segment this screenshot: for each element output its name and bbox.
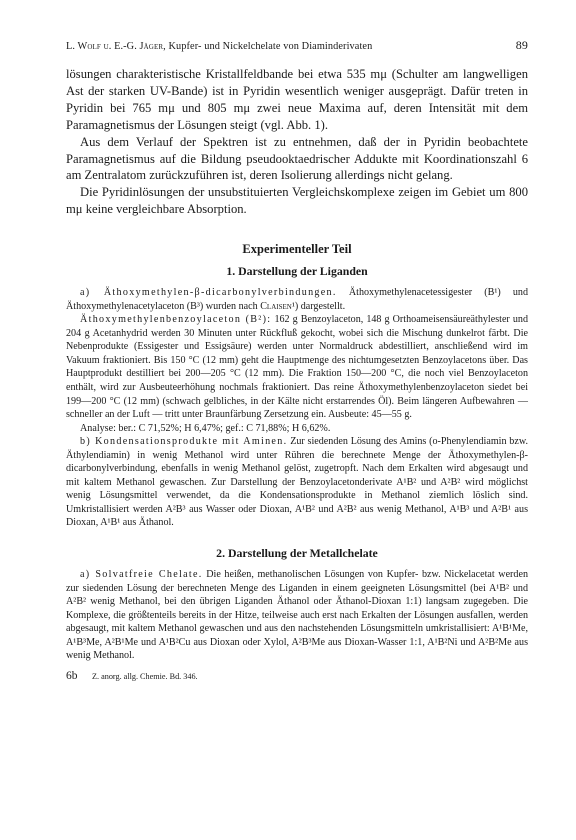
ligand-section xyxy=(66,286,528,530)
subsection-heading-ligands: 1. Darstellung der Liganden xyxy=(226,264,368,279)
part-a-lead: a) Äthoxymethylen-β-dicarbonylverbindungen. xyxy=(80,287,337,299)
part-a-text-1: Äthoxymethylenacetessigester (B¹) und Äthoxymethylenacetylaceton (B³) wurden nach xyxy=(66,287,528,312)
chelate-section xyxy=(66,568,528,663)
intro-paragraph-1: lösungen charakteristische Kristallfeldbande bei etwa 535 mμ (Schulter am langwelligen Ast der starken UV-Bande) ist in Pyridin wesentlich weniger ausgeprägt. Dafür treten in Pyridin bei 765 mμ und 805 mμ zwei neue Maxima auf, deren Intensität mit dem Paramagnetismus der Lösungen steigt (vgl. Abb. 1). xyxy=(66,67,528,132)
part-c-text: Die heißen, methanolischen Lösungen von Kupfer- bzw. Nickelacetat werden zur siedenden Lösung der berechneten Menge des Liganden in einem geeigneten Lösungsmittel (bei A¹B² und A²B² wenig Methanol, bei den übrigen Liganden Äthanol oder Äthanol-Dioxan 1:1) langsam zugegeben. Die Komplexe, die größtenteils bereits in der Hitze, teilweise auch erst nach Erkalten der Lösungen ausfallen, werden abgesaugt, mit kaltem Methanol gewaschen und aus den nachstehenden Lösungsmitteln umkristallisiert: A¹B¹Me, A¹B³Me, A²B¹Me und A¹B²Cu aus Dioxan oder Xylol, A²B³Me aus Dioxan-Wasser 1:1, A¹B²Ni und A²B²Me aus wenig Methanol. xyxy=(66,569,528,662)
paragraph-part-a xyxy=(66,286,528,313)
running-head xyxy=(66,38,528,58)
intro-paragraph-2: Aus dem Verlauf der Spektren ist zu entnehmen, daß der in Pyridin beobachtete Paramagnetismus auf die Bildung pseudooktaedrischer Addukte mit Koordinationszahl 6 am Zentralatom zurückzuführen ist, deren Isolierung allerdings nicht gelang. xyxy=(66,134,528,183)
part-a-text-2: ) dargestellt. xyxy=(294,300,346,312)
header-title: Kupfer- und Nickelchelate von Diaminderivaten xyxy=(168,41,373,52)
analysis-line: Analyse: ber.: C 71,52%; H 6,47%; gef.: C 71,88%; H 6,62%. xyxy=(80,422,331,434)
b2-lead: Äthoxymethylenbenzoylaceton (B²): xyxy=(80,314,272,326)
signature-mark: 6b xyxy=(66,669,78,682)
part-b-text: Zur siedenden Lösung des Amins (o-Phenylendiamin bzw. Äthylendiamin) in wenig Methanol wird unter Rühren die berechnete Menge der Äthoxymethylen-β-dicarbonylverbindung, ebenfalls in wenig Methanol gelöst, zugetropft. Nach dem Erkalten wird abgesaugt und mit kaltem Methanol gewaschen. Zur Darstellung der Benzoylacetonderivate A¹B² und A²B² wird möglichst wenig Lösungsmittel verwendet, da die Kondensationsprodukte in Methanol ziemlich löslich sind. Umkristallisiert werden A²B³ aus Wasser oder Dioxan, A¹B² und A²B² aus wenig Methanol, A¹B³ und A²B¹ aus Dioxan, A¹B¹ aus Äthanol. xyxy=(66,436,528,529)
paragraph-b2 xyxy=(66,313,528,421)
journal-reference: Z. anorg. allg. Chemie. Bd. 346. xyxy=(92,671,198,681)
page-number: 89 xyxy=(515,38,528,52)
part-b-lead: b) Kondensationsprodukte mit Aminen. xyxy=(80,436,288,448)
section-heading-experimental: Experimenteller Teil xyxy=(242,242,352,257)
page-footer xyxy=(66,670,528,682)
paragraph-part-c xyxy=(66,568,528,663)
reference-number: ¹ xyxy=(291,300,295,312)
reference-claisen: Claisen xyxy=(260,300,292,312)
header-authors: L. Wolf u. E.-G. Jäger, xyxy=(66,41,166,52)
part-c-lead: a) Solvatfreie Chelate. xyxy=(80,569,203,580)
intro-paragraph-3: Die Pyridinlösungen der unsubstituierten Vergleichskomplexe zeigen im Gebiet um 800 mμ keine vergleichbare Absorption. xyxy=(66,185,528,217)
paragraph-part-b xyxy=(66,435,528,530)
b2-text: 162 g Benzoylaceton, 148 g Orthoameisensäureäthylester und 204 g Acetanhydrid werden 30 Minuten unter Rückfluß gekocht, wobei sich die Mischung dunkelrot färbt. Die Nebenprodukte (Essigester und Essigsäure) werden unter Normaldruck abdestilliert, anschließend wird im Vakuum fraktioniert. Bis 150 °C (12 mm) geht die Hauptmenge des nichtumgesetzten Benzoylacetons über. Das Hauptprodukt destilliert bei 200—205 °C (12 mm). Die Fraktion 150—200 °C, die noch viel Benzoylaceton enthält, wird zur Ausbeuteerhöhung nochmals fraktioniert. Das reine Äthoxymethylenbenzoylaceton siedet bei 199—200 °C (12 mm) (schwach gelbliches, in der Kälte nicht erstarrendes Öl). Beim längeren Aufbewahren — schneller an der Luft — tritt unter Braunfärbung Zersetzung ein. Ausbeute: 45—55 g. xyxy=(66,314,528,421)
intro-section xyxy=(66,66,528,218)
journal-page xyxy=(66,38,528,682)
subsection-heading-chelates: 2. Darstellung der Metallchelate xyxy=(216,546,378,560)
